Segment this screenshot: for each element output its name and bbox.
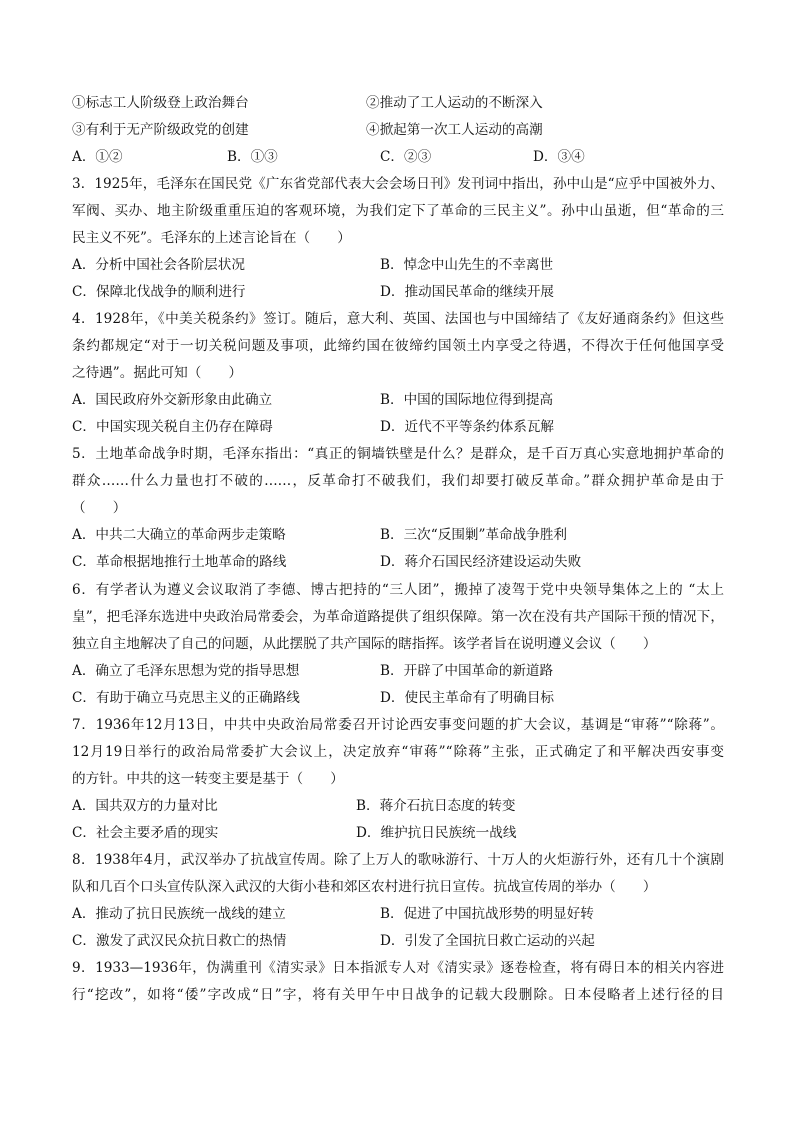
q6-option-d[interactable]: D．使民主革命有了明确目标 [380, 690, 555, 706]
q8-option-b[interactable]: B．促进了中国抗战形势的明显好转 [380, 906, 594, 922]
q6-stem-line-2: 皇”，把毛泽东选进中央政治局常委会，为革命道路提供了组织保障。第一次在没有共产国际干预的情况下， [72, 609, 724, 625]
q2-item-3: ③有利于无产阶级政党的创建 [72, 122, 249, 138]
q7-stem-line-3: 的方针。中共的这一转变主要是基于（ ） [72, 771, 344, 787]
q7-option-d[interactable]: D．维护抗日民族统一战线 [356, 825, 517, 841]
q8-stem-line-2: 队和几百个口头宣传队深入武汉的大街小巷和郊区农村进行抗日宣传。抗战宣传周的举办（ ） [72, 879, 657, 895]
q6-stem-line-1: 6．有学者认为遵义会议取消了李德、博古把持的“三人团”，搬掉了凌驾于党中央领导集体之上的 “太上 [72, 582, 724, 598]
q3-option-b[interactable]: B．悼念中山先生的不幸离世 [380, 257, 554, 273]
q8-stem-line-1: 8．1938年4月，武汉举办了抗战宣传周。除了上万人的歌咏游行、十万人的火炬游行外，还有几十个演剧 [72, 852, 724, 868]
q4-option-a[interactable]: A．国民政府外交新形象由此确立 [72, 392, 273, 408]
q5-stem-line-2: 群众……什么力量也打不破的……，反革命打不破我们，我们却要打破反革命。”群众拥护革命是由于 [72, 473, 724, 489]
q3-stem-line-1: 3．1925年，毛泽东在国民党《广东省党部代表大会会场日刊》发刊词中指出，孙中山是“应乎中国被外力、 [72, 176, 724, 192]
q3-option-d[interactable]: D．推动国民革命的继续开展 [380, 284, 555, 300]
q5-option-d[interactable]: D．蒋介石国民经济建设运动失败 [380, 554, 582, 570]
q7-option-a[interactable]: A．国共双方的力量对比 [72, 798, 218, 814]
q2-option-d[interactable]: D．③④ [533, 149, 585, 165]
q4-stem-line-1: 4．1928年，《中美关税条约》签订。随后，意大利、英国、法国也与中国缔结了《友好通商条约》但这些 [72, 311, 724, 327]
q2-option-a[interactable]: A．①② [72, 149, 123, 165]
q7-option-c[interactable]: C．社会主要矛盾的现实 [72, 825, 219, 841]
q2-option-b[interactable]: B．①③ [227, 149, 278, 165]
q2-option-c[interactable]: C．②③ [380, 149, 432, 165]
q8-option-a[interactable]: A．推动了抗日民族统一战线的建立 [72, 906, 286, 922]
q7-option-b[interactable]: B．蒋介石抗日态度的转变 [356, 798, 516, 814]
q3-option-c[interactable]: C．保障北伐战争的顺利进行 [72, 284, 246, 300]
q4-option-d[interactable]: D．近代不平等条约体系瓦解 [380, 419, 555, 435]
q5-option-a[interactable]: A．中共二大确立的革命两步走策略 [72, 527, 286, 543]
q6-option-a[interactable]: A．确立了毛泽东思想为党的指导思想 [72, 663, 300, 679]
q4-option-c[interactable]: C．中国实现关税自主仍存在障碍 [72, 419, 273, 435]
q3-stem-line-3: 民主义不死”。毛泽东的上述言论旨在（ ） [72, 230, 351, 246]
q7-stem-line-2: 12月19日举行的政治局常委扩大会议上，决定放弃“审蒋”“除蒋”主张，正式确定了和平解决西安事变 [72, 744, 724, 760]
q6-option-b[interactable]: B．开辟了中国革命的新道路 [380, 663, 554, 679]
q5-stem-line-3: （ ） [72, 500, 127, 516]
q6-option-c[interactable]: C．有助于确立马克思主义的正确路线 [72, 690, 300, 706]
q7-stem-line-1: 7．1936年12月13日，中共中央政治局常委召开讨论西安事变问题的扩大会议，基调是“审蒋”“除蒋”。 [72, 717, 724, 733]
q2-item-4: ④掀起第一次工人运动的高潮 [366, 122, 543, 138]
q5-option-c[interactable]: C．革命根据地推行土地革命的路线 [72, 554, 287, 570]
q5-option-b[interactable]: B．三次“反围剿”革命战争胜利 [380, 527, 568, 543]
q2-item-2: ②推动了工人运动的不断深入 [366, 95, 543, 111]
q4-stem-line-3: 之待遇”。据此可知（ ） [72, 365, 243, 381]
q2-item-1: ①标志工人阶级登上政治舞台 [72, 95, 249, 111]
q3-stem-line-2: 军阀、买办、地主阶级重重压迫的客观环境，为我们定下了革命的三民主义”。孙中山虽逝，但“革命的三 [72, 203, 724, 219]
q9-stem-line-2: 行“挖改”，如将“倭”字改成“日”字，将有关甲午中日战争的记载大段删除。日本侵略者上述行径的目 [72, 987, 724, 1003]
q5-stem-line-1: 5．土地革命战争时期，毛泽东指出：“真正的铜墙铁壁是什么？是群众，是千百万真心实意地拥护革命的 [72, 446, 724, 462]
q4-option-b[interactable]: B．中国的国际地位得到提高 [380, 392, 554, 408]
q8-option-d[interactable]: D．引发了全国抗日救亡运动的兴起 [380, 933, 595, 949]
q4-stem-line-2: 条约都规定“对于一切关税问题及事项，此缔约国在彼缔约国领土内享受之待遇，不得次于任何他国享受 [72, 338, 724, 354]
q8-option-c[interactable]: C．激发了武汉民众抗日救亡的热情 [72, 933, 287, 949]
q9-stem-line-1: 9．1933—1936年，伪满重刊《清实录》日本指派专人对《清实录》逐卷检查，将有碍日本的相关内容进 [72, 960, 724, 976]
q3-option-a[interactable]: A．分析中国社会各阶层状况 [72, 257, 245, 273]
q6-stem-line-3: 独立自主地解决了自己的问题，从此摆脱了共产国际的瞎指挥。该学者旨在说明遵义会议（ ） [72, 636, 657, 652]
